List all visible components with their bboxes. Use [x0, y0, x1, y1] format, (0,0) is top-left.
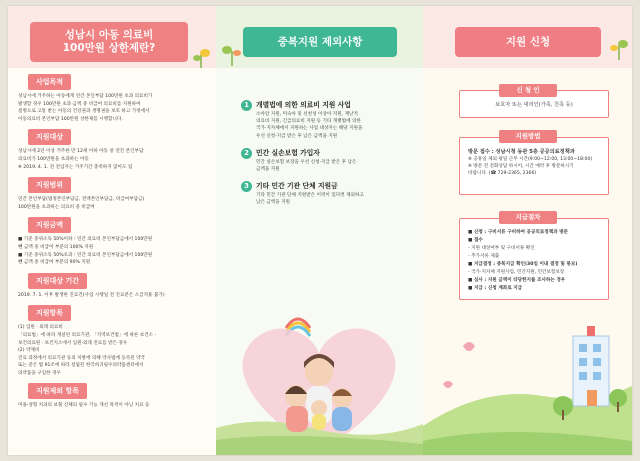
section-line: 연간 본인부담(법정본인부담금, 전액본인부담금, 비급여부담금) [18, 197, 145, 203]
section-line: 2019. 7. 1. 이후 발생한 진료건(사업 시행일 전 진료분은 소급적용 불가) [18, 292, 165, 298]
procedure-line: - 추가서류 제출 [468, 254, 500, 259]
family-heart-illustration [216, 268, 423, 455]
section-line: 의약품을 구입한 경우 [18, 370, 61, 376]
section-title: 사업목적 [28, 74, 71, 90]
section-title: 지원범위 [28, 177, 71, 193]
item-title: 개별법에 의한 의료비 지원 사업 [256, 101, 351, 109]
item-text [256, 192, 405, 206]
method-line: ※ 방문 전 전화상담 하시어, 시간 예약 후 방문하시기 [468, 164, 574, 169]
section-line: 또는 같은 법 91조에 따라 설립된 한국희귀필수의약품센터에서 [18, 363, 144, 369]
section-text [8, 292, 216, 300]
item-title: 기타 민간 기관 단체 지원금 [256, 182, 338, 191]
procedure-line: ■ 심사 : 지원 금액이 타당한지를 조사하는 경우 [468, 278, 566, 283]
procedure-line: ■ 지급결정 : 중복지급 확인(30일 이내 결정 및 통보) [468, 262, 578, 267]
section-line: 보건의료원 · 보건지소에서 입원·외래 진료를 받은 경우 [18, 340, 128, 346]
item-line: 기타 민간 기관 단체 지원받은 이력이 있다면 제외하고 [256, 193, 364, 199]
method-box: 방문 접수 : 성남시청 동관 5층 공공의료정책과 ※ 공휴일 제외 평일 근무 시간(9:00~12:00, 13:00~18:00) ※ 방문 전 전화상담 하시어, 시간 예약 후 방문하시기 바랍니다. (☎ 729-2365, 2366) [459, 137, 609, 195]
sprout-icon [221, 42, 243, 66]
section-line: 성남시에 거주하는 아동에게 연간 본인부담 100만원 초과 의료비가 [18, 94, 153, 99]
panel-application-title: 지원 신청 [455, 27, 601, 57]
item-line: 의료비 지원, 긴급의료비 지원 등 기타 개별법에 의한 [256, 119, 361, 125]
section-line: 뺀 금액 중 비급여 부분의 90% 지원 [18, 260, 91, 266]
item-number-badge: 1 [241, 100, 252, 111]
panel-application [423, 6, 632, 455]
section-title: 지원대상 [28, 129, 71, 145]
section-line: 미용·성형 치과의 보철 신체의 필수 기능 개선 목적이 아닌 치료 등 [18, 403, 150, 409]
section-line: 진료 과정에서 의료기관 등의 처방에 의해 약사법에 등록된 약국 [18, 355, 146, 361]
section-title: 지원제외 항목 [28, 383, 87, 399]
section-line: ■ 기준 중위소득 50%초과 : 연간 의료비 본인부담금에서 100만원 [18, 252, 153, 258]
section-text [8, 324, 216, 377]
section-text [8, 402, 216, 410]
hospital-landscape-illustration [423, 306, 632, 455]
section-title: 지원항목 [28, 305, 71, 321]
section-line: 질병으로 고통 받는 아동의 건강권과 생명권을 보호 하고 가정에서 [18, 109, 150, 115]
method-line: ※ 공휴일 제외 평일 근무 시간(9:00~12:00, 13:00~18:00) [468, 157, 593, 162]
procedure-box [459, 218, 609, 300]
section-title: 지원금액 [28, 217, 71, 233]
item-text [256, 111, 405, 140]
section-line: 발생할 경우 100만원 초과 금액 중 비급여 의료비를 지원하여 [18, 101, 141, 107]
section-line: ※ 2019. 4. 1. 전 전입자는 거주기간 충족하지 않아도 됨 [18, 164, 133, 170]
sprout-icon [191, 46, 211, 68]
item-line: 소아암 지원, 미숙아 및 선천성 이상아 지원, 재난적 [256, 112, 358, 117]
method-tag: 지원방법 [499, 130, 557, 143]
item-line: 국가·지자체에서 지원하는 사업 대상자는 해당 지원을 [256, 126, 363, 132]
section-title: 지원대상 기간 [28, 273, 87, 289]
exclusion-item [216, 181, 423, 206]
section-line: 아동의료비 본인부담 100만원 상한제를 시행합니다. [18, 116, 123, 122]
panel-overview-title: 성남시 아동 의료비 100만원 상한제란? [30, 22, 188, 62]
applicant-tag: 신 청 인 [499, 84, 557, 97]
sprout-icon [609, 36, 629, 60]
method-line: 바랍니다. (☎ 729-2365, 2366) [468, 171, 537, 176]
section-line: 100만원을 초과하는 의료비 중 비급여 [18, 204, 95, 210]
section-text [8, 93, 216, 123]
item-number-badge: 3 [241, 181, 252, 192]
section-text [8, 196, 216, 211]
exclusion-item [216, 100, 423, 140]
item-title: 민간 실손보험 가입자 [256, 148, 320, 157]
procedure-tag: 지급절차 [499, 211, 557, 224]
procedure-line: - 국가·지자체 지원사업, 민간지원, 민간보험보장 [468, 270, 565, 275]
item-line: 민간 실손보험 보장을 우선 신청·지급 받은 후 남은 [256, 159, 357, 165]
panel-exclusions-header [216, 6, 423, 68]
section-line: 의료비가 100만원을 초과하는 아동 [18, 156, 89, 162]
section-line: (2) 약제비 [18, 348, 40, 354]
item-line: 금액을 지원 [256, 167, 280, 173]
panel-exclusions [216, 6, 423, 455]
procedure-line: ■ 신청 : 구비서류 구비하여 공공의료정책과 방문 [468, 230, 569, 235]
panel-overview [8, 6, 216, 455]
panel-exclusions-title: 중복지원 제외사항 [243, 27, 397, 57]
panel-overview-header [8, 6, 216, 68]
section-line: 성남시에 2년 이상 거주한 만 12세 이하 아동 중 연간 본인부담 [18, 149, 144, 155]
brochure-page [8, 6, 632, 455]
item-line: 우선 신청·지급 받은 후 남은 금액을 지원 [256, 133, 338, 139]
section-line: ■ 기준 중위소득 50%이하 : 연간 의료비 본인부담금에서 100만원 [18, 237, 153, 243]
section-line: 「의료법」에 따라 개설된 의료기관, 「지역보건법」에 따른 보건소 · [18, 332, 157, 338]
section-line: 뺀 금액 중 비급여 부분의 100% 지원 [18, 244, 94, 250]
exclusion-item [216, 148, 423, 173]
section-line: (1) 입원 · 외래 의료비 [18, 325, 63, 331]
procedure-line: ■ 접수 [468, 238, 483, 243]
section-text [8, 236, 216, 266]
procedure-line: - 지원 대상여부 및 구비서류 확인 [468, 246, 535, 251]
item-number-badge: 2 [241, 148, 252, 159]
item-line: 남은 금액을 지원 [256, 200, 290, 206]
applicant-box: 보호자 또는 대리인(가족, 친족 등) [459, 90, 609, 118]
section-text [8, 148, 216, 171]
panel-application-header [423, 6, 632, 68]
item-text [256, 159, 405, 173]
procedure-line: ■ 지급 : 신청 계좌로 지급 [468, 286, 523, 291]
